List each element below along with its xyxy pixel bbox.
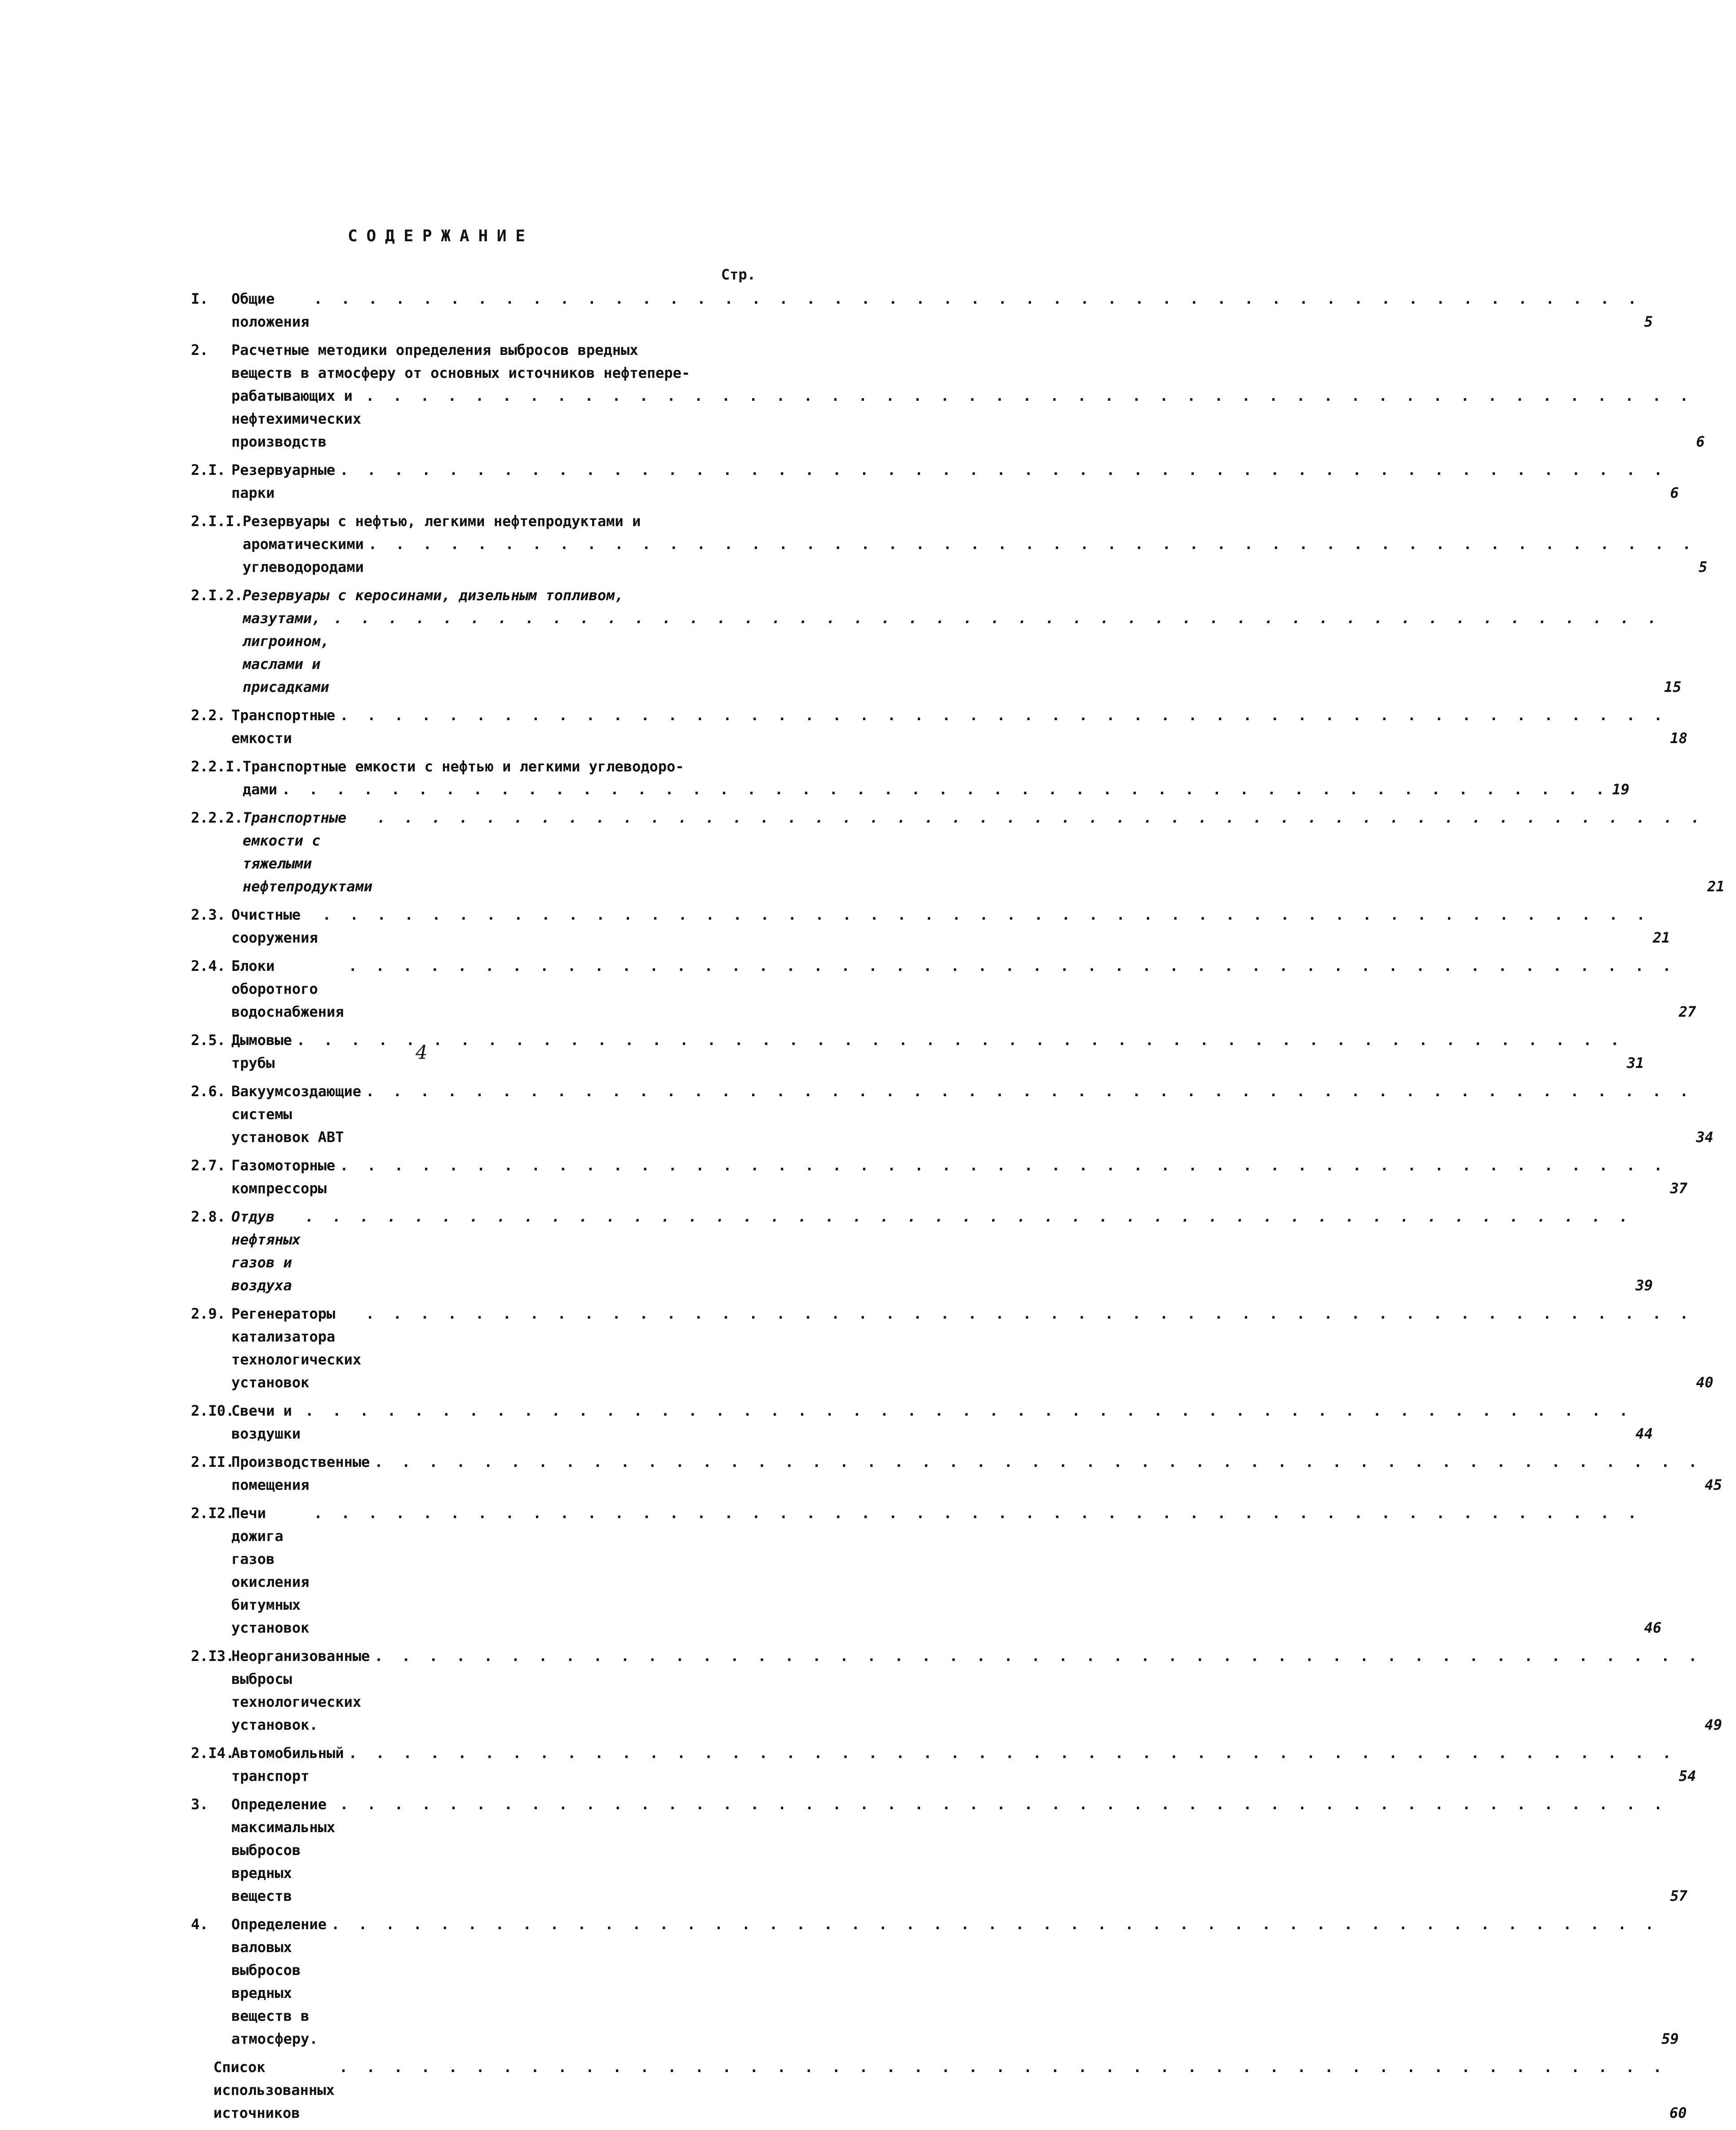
toc-entry: [191, 1742, 1696, 1788]
toc-entry-text: [231, 1742, 1676, 1788]
toc-entry-text: [231, 1913, 1659, 2050]
toc-entry-line: рабатывающих и нефтехимических производств: [231, 387, 361, 450]
toc-entry-text: [243, 510, 1696, 579]
toc-entry-number: 4.: [191, 1916, 208, 1933]
toc-entry-text: [231, 288, 1642, 333]
toc-entry-number: 2.I.I.: [191, 513, 243, 530]
toc-entry-line: Дымовые трубы: [231, 1032, 292, 1072]
toc-entry-page: 60: [1669, 2104, 1687, 2121]
toc-entry-line: Свечи и воздушки: [231, 1402, 301, 1442]
toc-entry-line: Газомоторные компрессоры: [231, 1157, 336, 1197]
toc-entry-line: Резервуары с керосинами, дизельным топливом,: [243, 587, 624, 604]
toc-entry-page: 44: [1635, 1425, 1653, 1442]
toc-entry-text: [231, 1399, 1633, 1445]
toc-entry-page: 6: [1696, 433, 1705, 450]
toc-entry-number: 2.2.I.: [191, 758, 243, 775]
toc-entry: [191, 1399, 1653, 1445]
leader-dots: [314, 1502, 1641, 1525]
leader-dots: [323, 903, 1650, 926]
leader-dots: [377, 806, 1705, 829]
toc-entry-page: 6: [1670, 484, 1679, 501]
toc-entry: [191, 1502, 1662, 1639]
leader-dots: [340, 1793, 1667, 1816]
toc-entry-number: 2.I.: [191, 461, 226, 478]
toc-entry-number: 2.7.: [191, 1157, 226, 1174]
leader-dots: [348, 955, 1676, 978]
leader-dots: [340, 459, 1667, 482]
toc-entry-text: [231, 903, 1650, 949]
toc-entry-text: [231, 1793, 1667, 1908]
toc-entry-page: 5: [1698, 558, 1708, 576]
toc-entry-line: Расчетные методики определения выбросов вредных: [231, 341, 638, 359]
toc-entry-page: 49: [1705, 1716, 1722, 1733]
toc-entry-page: 57: [1670, 1887, 1687, 1904]
toc-entry-line: веществ в атмосферу от основных источников нефтепере-: [231, 364, 691, 381]
toc-entry-line: Определение максимальных выбросов вредных веществ: [231, 1796, 336, 1904]
toc-entry-number: 2.6.: [191, 1083, 226, 1100]
toc-entry: [191, 755, 1630, 801]
toc-entry-page: 31: [1627, 1054, 1644, 1072]
leader-dots: [348, 1742, 1676, 1765]
toc-entry-line: Печи дожига газов окисления битумных установок: [231, 1505, 310, 1636]
toc-entry-line: Резервуарные парки: [231, 461, 336, 501]
leader-dots: [331, 1913, 1659, 1936]
toc-entry: [191, 1205, 1653, 1297]
toc-entry-line: Регенераторы катализатора технологических установок: [231, 1305, 361, 1391]
toc-entry: [191, 903, 1670, 949]
leader-dots: [374, 1645, 1702, 1668]
toc-entry-page: 21: [1652, 929, 1670, 946]
toc-entry-text: [231, 1302, 1693, 1394]
toc-entry: [191, 806, 1725, 898]
toc-entry-line: Резервуары с нефтью, легкими нефтепродуктами и: [243, 513, 641, 530]
toc-entry-number: 2.2.: [191, 707, 226, 724]
toc-entry-line: Транспортные емкости с нефтью и легкими углеводоро-: [243, 758, 684, 775]
leader-dots: [366, 1302, 1693, 1325]
toc-entry: [191, 1451, 1722, 1497]
toc-entry: [191, 288, 1653, 333]
toc-entry-page: 54: [1678, 1767, 1696, 1785]
toc-entry-line: Производственные помещения: [231, 1453, 370, 1493]
toc-entry: [191, 339, 1705, 453]
toc-entry-text: [231, 1451, 1702, 1497]
toc-entry-text: [243, 806, 1705, 898]
toc-entry: [191, 1154, 1687, 1200]
toc-entry-number: 2.I0.: [191, 1402, 235, 1419]
toc-entry-line: Неорганизованные выбросы технологических установок.: [231, 1647, 370, 1733]
toc-entry-line: Транспортные емкости с тяжелыми нефтепродуктами: [243, 809, 372, 895]
toc-entry-text: [231, 704, 1667, 750]
toc-entry-line: Автомобильный транспорт: [231, 1745, 344, 1785]
footer-page-number: 4: [416, 1041, 428, 1063]
toc-entry-line: дами: [243, 781, 278, 798]
toc-entry-number: 2.I2.: [191, 1505, 235, 1522]
toc-entry-text: [231, 1205, 1633, 1297]
toc-entry-line: Транспортные емкости: [231, 707, 336, 747]
toc-entry-line: мазутами, лигроином, маслами и присадками: [243, 610, 329, 695]
toc-entry-page: 19: [1612, 781, 1630, 798]
toc-entry-number: 2.I4.: [191, 1745, 235, 1762]
toc-entry-text: [231, 339, 1693, 453]
toc-entry-line: Общие положения: [231, 290, 310, 330]
toc-entry: [191, 510, 1708, 579]
leader-dots: [314, 288, 1641, 310]
leader-dots: [297, 1029, 1624, 1052]
toc-entry-number: 2.3.: [191, 906, 226, 923]
toc-entry-line: Список использованных источников: [213, 2059, 335, 2121]
toc-entry: [191, 2056, 1687, 2125]
toc-entry-page: 27: [1678, 1003, 1696, 1020]
toc-entry-page: 37: [1670, 1180, 1687, 1197]
toc-entry-page: 15: [1664, 678, 1682, 695]
toc-entry: [191, 1029, 1644, 1075]
toc-entry-number: 2.8.: [191, 1208, 226, 1225]
toc-entry-text: [231, 1154, 1667, 1200]
toc-entry-line: ароматическими углеводородами: [243, 536, 364, 576]
leader-dots: [366, 1080, 1693, 1103]
leader-dots: [339, 2056, 1667, 2079]
toc-entry-text: [231, 955, 1676, 1023]
toc-entry-number: 2.I3.: [191, 1647, 235, 1665]
leader-dots: [340, 704, 1667, 727]
leader-dots: [305, 1205, 1633, 1228]
toc-entry-page: 46: [1644, 1619, 1662, 1636]
toc-entry-text: [231, 1645, 1702, 1736]
toc-entry-page: 59: [1661, 2030, 1679, 2047]
toc-entry-number: 2.I.2.: [191, 587, 243, 604]
leader-dots: [366, 385, 1693, 407]
toc-entry-page: 18: [1670, 730, 1687, 747]
toc-entry: [191, 1645, 1722, 1736]
toc-entry-page: 21: [1707, 878, 1725, 895]
toc-entry-line: Вакуумсоздающие системы установок АВТ: [231, 1083, 361, 1146]
toc-entry-page: 40: [1696, 1374, 1714, 1391]
toc-entry: [191, 955, 1696, 1023]
toc-entry-text: [231, 1080, 1693, 1149]
toc-entry: [191, 1302, 1714, 1394]
leader-dots: [334, 607, 1661, 630]
toc-entry-line: Блоки оборотного водоснабжения: [231, 957, 344, 1020]
toc-entry-page: 45: [1705, 1476, 1722, 1493]
toc-entry-number: 2.4.: [191, 957, 226, 974]
toc-entry-number: 2.5.: [191, 1032, 226, 1049]
toc-entry-line: Определение валовых выбросов вредных веществ в атмосферу.: [231, 1916, 327, 2047]
toc-entry-number: 2.: [191, 341, 208, 359]
table-of-contents: [191, 288, 1725, 2130]
leader-dots: [340, 1154, 1667, 1177]
toc-entry-line: Очистные сооружения: [231, 906, 318, 946]
toc-entry-number: I.: [191, 290, 208, 307]
toc-entry-number: 2.2.2.: [191, 809, 243, 826]
toc-entry: [191, 459, 1679, 505]
leader-dots: [282, 778, 1609, 801]
toc-entry-page: 5: [1644, 313, 1653, 330]
toc-entry-number: [191, 2056, 213, 2125]
toc-entry: [191, 704, 1687, 750]
toc-entry-page: 39: [1635, 1277, 1653, 1294]
toc-entry: [191, 1793, 1687, 1908]
toc-entry-number: 2.9.: [191, 1305, 226, 1322]
toc-entry-text: [231, 459, 1667, 505]
page-column-label: Стр.: [721, 266, 756, 283]
toc-entry-page: 34: [1696, 1129, 1714, 1146]
leader-dots: [374, 1451, 1702, 1474]
toc-entry: [191, 1080, 1714, 1149]
page-title: СОДЕРЖАНИЕ: [348, 227, 534, 245]
leader-dots: [305, 1399, 1633, 1422]
toc-entry: [191, 584, 1682, 699]
toc-entry-text: [243, 755, 1609, 801]
toc-entry-text: [243, 584, 1661, 699]
toc-entry: [191, 1913, 1679, 2050]
toc-entry-number: 2.II.: [191, 1453, 235, 1470]
toc-entry-number: 3.: [191, 1796, 208, 1813]
toc-entry-text: [231, 1029, 1624, 1075]
toc-entry-text: [231, 1502, 1642, 1639]
leader-dots: [368, 533, 1696, 556]
toc-entry-text: [213, 2056, 1667, 2125]
toc-entry-line: Отдув нефтяных газов и воздуха: [231, 1208, 301, 1294]
